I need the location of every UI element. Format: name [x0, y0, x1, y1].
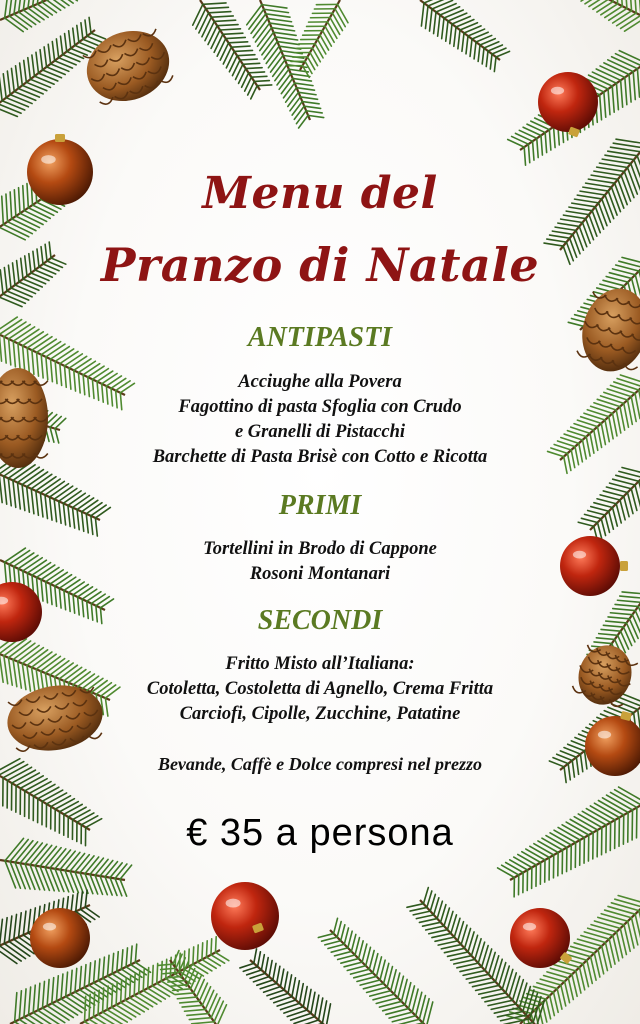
christmas-bauble-icon — [211, 882, 279, 950]
pine-branch — [289, 0, 348, 77]
bauble-cap-icon — [55, 134, 65, 142]
bauble-cap-icon — [620, 561, 628, 571]
section-items-secondi — [60, 652, 580, 727]
menu-title-line2: Pranzo di Natale — [100, 238, 540, 292]
christmas-bauble-icon — [538, 72, 598, 132]
pine-cone-icon — [0, 368, 48, 468]
pine-branch — [240, 949, 331, 1024]
price-per-person: € 35 a persona — [186, 812, 454, 854]
menu-title-line1: Menu del — [202, 168, 438, 219]
pine-branch — [0, 0, 77, 32]
section-heading-secondi: SECONDI — [257, 605, 383, 636]
included-note: Bevande, Caffè e Dolce compresi nel prezzo — [157, 754, 483, 774]
menu-item: Fritto Misto all’Italiana: — [225, 654, 415, 674]
pine-branch — [581, 0, 640, 31]
section-items-primi — [60, 537, 580, 587]
section-items-antipasti — [60, 370, 580, 470]
menu-item: Tortellini in Brodo di Cappone — [203, 539, 437, 559]
menu-item: Carciofi, Cipolle, Zucchine, Patatine — [179, 704, 461, 724]
pine-branch — [420, 0, 510, 72]
menu-item: Fagottino di pasta Sfoglia con Crudo — [178, 397, 462, 417]
christmas-bauble-icon — [30, 908, 90, 968]
menu-item: e Granelli di Pistacchi — [234, 422, 406, 442]
menu-item: Acciughe alla Povera — [238, 372, 402, 392]
section-heading-primi: PRIMI — [278, 490, 362, 521]
section-heading-antipasti: ANTIPASTI — [247, 322, 393, 353]
pine-branch — [318, 918, 432, 1024]
menu-item: Barchette di Pasta Brisè con Cotto e Ricotta — [152, 447, 488, 467]
menu-item: Cotoletta, Costoletta di Agnello, Crema Fritta — [146, 679, 494, 699]
menu-item: Rosoni Montanari — [249, 564, 391, 584]
